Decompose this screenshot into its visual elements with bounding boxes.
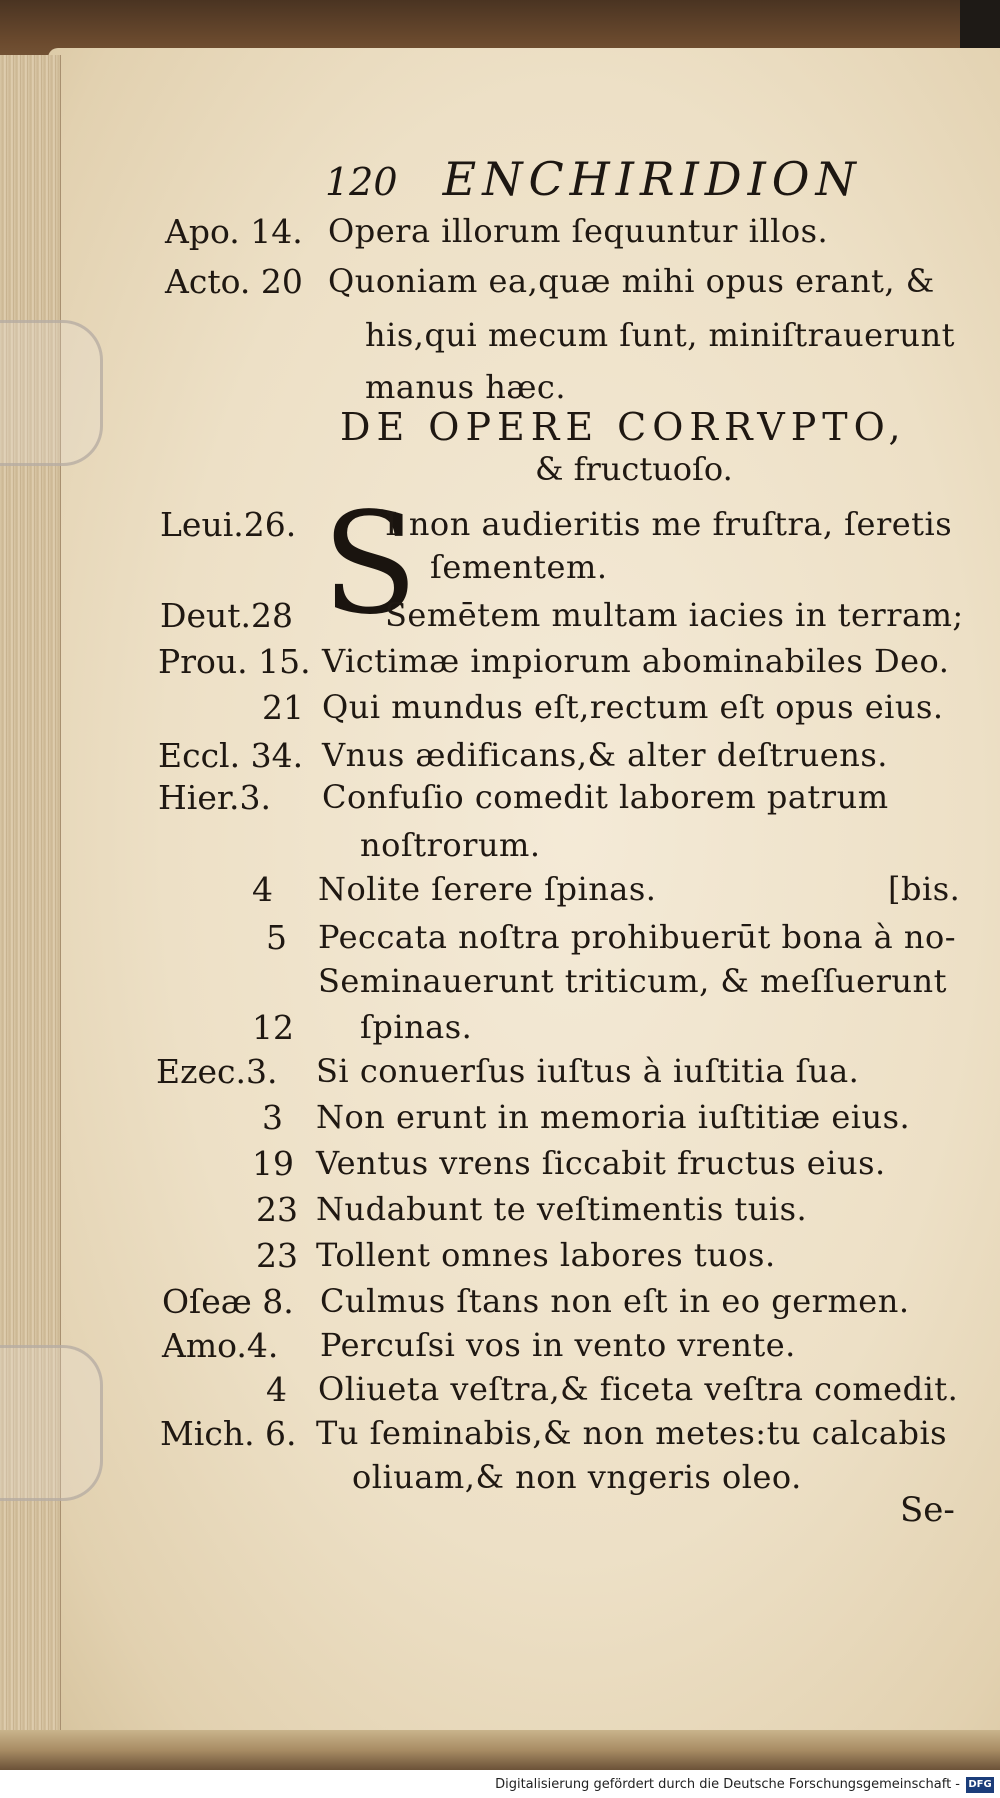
line-text: I non audieritis me fruſtra, ſeretis [385, 505, 953, 543]
line-text: Vnus ædificans,& alter deſtruens. [322, 736, 888, 774]
text-line [0, 1236, 1000, 1284]
text-line [0, 212, 1000, 260]
line-text: oliuam,& non vngeris oleo. [352, 1458, 802, 1496]
line-text: Qui mundus eſt,rectum eſt opus eius. [322, 688, 944, 726]
page-bottom-edge [0, 1730, 1000, 1770]
line-text: Tollent omnes labores tuos. [316, 1236, 776, 1274]
text-line [0, 1190, 1000, 1238]
line-text: Seminauerunt triticum, & meſſuerunt [318, 962, 947, 1000]
text-line [0, 316, 1000, 364]
line-text: Quoniam ea,quæ mihi opus erant, & [328, 262, 935, 300]
line-text: Percuſsi vos in vento vrente. [320, 1326, 796, 1364]
text-line [0, 778, 1000, 826]
text-line [0, 596, 1000, 644]
text-line [0, 918, 1000, 966]
scripture-reference: Leui.26. [160, 505, 297, 544]
text-line [0, 1326, 1000, 1374]
page-number: 120 [325, 160, 398, 204]
scripture-reference: Mich. 6. [160, 1414, 297, 1453]
line-text: Oliueta veſtra,& ficeta veſtra comedit. [318, 1370, 959, 1408]
line-text: his,qui mecum ſunt, miniſtrauerunt [365, 316, 955, 354]
line-text: noſtrorum. [360, 826, 541, 864]
scripture-reference: Deut.28 [160, 596, 293, 635]
line-text: Ventus vrens ſiccabit fructus eius. [316, 1144, 886, 1182]
scripture-reference: 23 [256, 1190, 298, 1229]
line-text: Nudabunt te veſtimentis tuis. [316, 1190, 808, 1228]
section-heading: DE OPERE CORRVPTO, [340, 405, 907, 449]
line-text: Victimæ impiorum abominabiles Deo. [322, 642, 950, 680]
margin-note: [bis. [888, 870, 961, 908]
section-subheading: & fructuoſo. [535, 450, 733, 488]
text-line [0, 1098, 1000, 1146]
scripture-reference: 23 [256, 1236, 298, 1275]
text-line [0, 870, 1000, 918]
line-text: Tu ſeminabis,& non metes:tu calcabis [316, 1414, 948, 1452]
text-line [0, 1282, 1000, 1330]
scripture-reference: Amo.4. [162, 1326, 279, 1365]
line-text: Semētem multam iacies in terram; [385, 596, 964, 634]
scripture-reference: Hier.3. [158, 778, 271, 817]
line-text: Culmus ſtans non eſt in eo germen. [320, 1282, 910, 1320]
line-text: Confuſio comedit laborem patrum [322, 778, 889, 816]
line-text: ſementem. [430, 548, 608, 586]
scripture-reference: Ezec.3. [156, 1052, 278, 1091]
text-line [0, 1144, 1000, 1192]
text-line [0, 262, 1000, 310]
running-title: ENCHIRIDION [442, 152, 862, 206]
scripture-reference: 3 [262, 1098, 283, 1137]
scripture-reference: Acto. 20 [165, 262, 303, 301]
drop-capital: S [322, 483, 418, 646]
catchword: Se- [900, 1490, 955, 1530]
text-line [0, 688, 1000, 736]
scripture-reference: Oſeæ 8. [162, 1282, 294, 1321]
text-line [0, 736, 1000, 784]
dfg-logo-icon: DFG [966, 1777, 994, 1793]
scripture-reference: 12 [252, 1008, 294, 1047]
text-line [0, 642, 1000, 690]
line-text: Nolite ſerere ſpinas. [318, 870, 657, 908]
scripture-reference: 19 [252, 1144, 294, 1183]
digitization-credit: Digitalisierung gefördert durch die Deutsche Forschungsgemeinschaft - [495, 1777, 960, 1792]
footer-strip [0, 1770, 1000, 1798]
line-text: Peccata noſtra prohibuerūt bona à no- [318, 918, 957, 956]
line-text: ſpinas. [360, 1008, 473, 1046]
section-heading-line [0, 405, 1000, 453]
scripture-reference: Apo. 14. [165, 212, 303, 251]
scripture-reference: 4 [266, 1370, 287, 1409]
text-line [0, 962, 1000, 1010]
text-line [0, 1008, 1000, 1056]
scripture-reference: 5 [266, 918, 287, 957]
text-line [0, 1414, 1000, 1462]
line-text: Opera illorum ſequuntur illos. [328, 212, 829, 250]
scripture-reference: 21 [262, 688, 304, 727]
text-line [0, 1052, 1000, 1100]
scripture-reference: Eccl. 34. [158, 736, 304, 775]
line-text: manus hæc. [365, 368, 567, 406]
page-header [325, 152, 862, 206]
section-sub-line [0, 450, 1000, 498]
scripture-reference: Prou. 15. [158, 642, 311, 681]
text-line [0, 505, 1000, 553]
text-line [0, 548, 1000, 596]
text-line [0, 1458, 1000, 1506]
scripture-reference: 4 [252, 870, 273, 909]
text-line [0, 826, 1000, 874]
text-line [0, 1370, 1000, 1418]
line-text: Si conuerſus iuſtus à iuſtitia ſua. [316, 1052, 860, 1090]
line-text: Non erunt in memoria iuſtitiæ eius. [316, 1098, 911, 1136]
